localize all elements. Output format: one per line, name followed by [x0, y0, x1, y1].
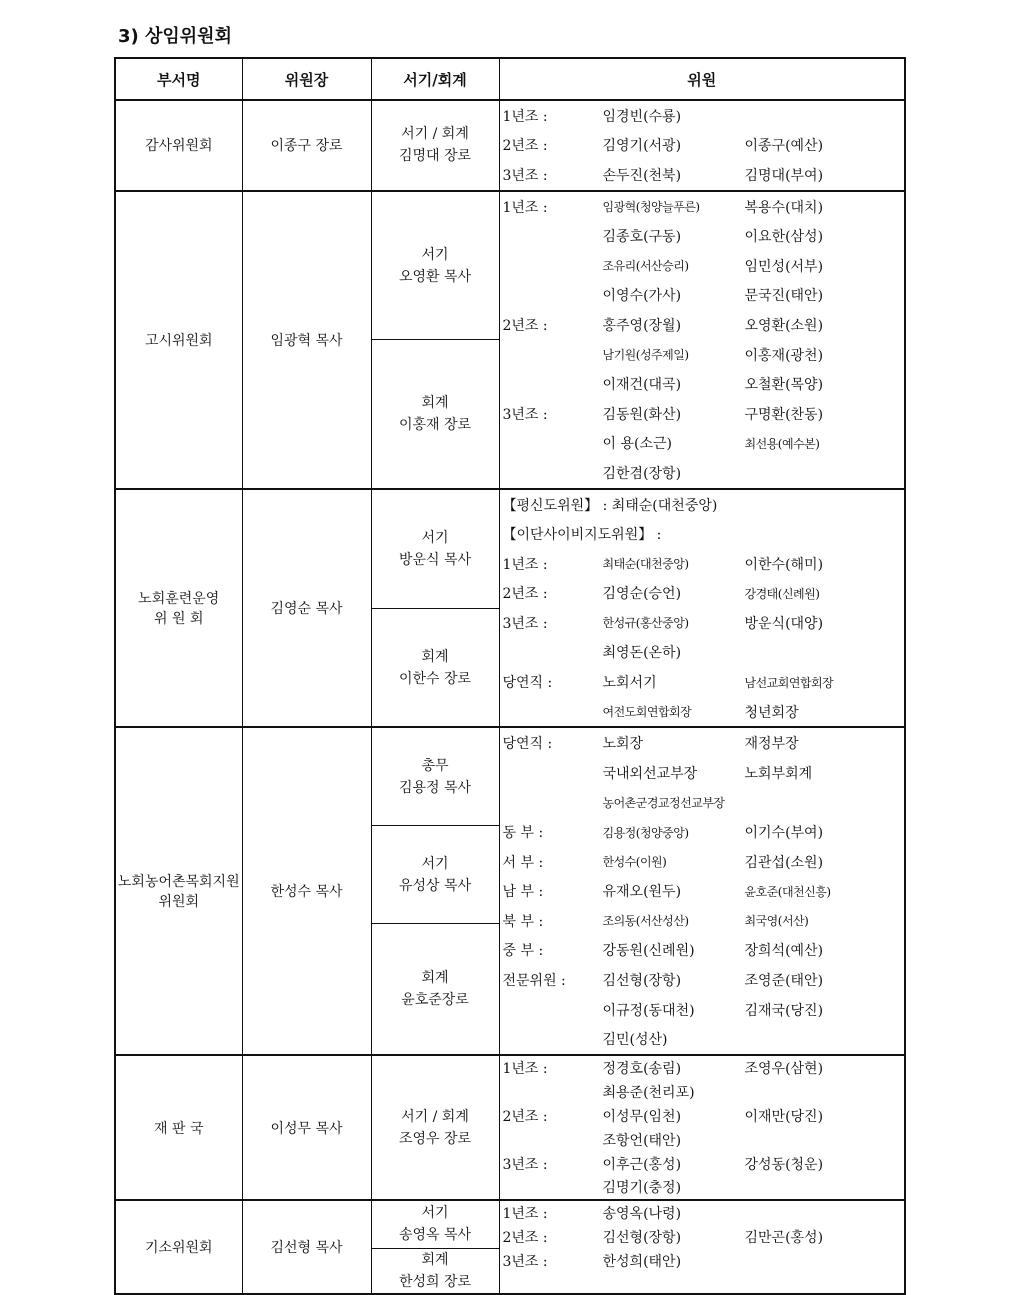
standing-committee-table [114, 57, 906, 1295]
member-line [503, 519, 905, 549]
member-name: 조유리(서산승리) [602, 259, 689, 274]
member-name: 이재건(대곡) [602, 377, 682, 394]
officer-role: 회계 [421, 648, 449, 665]
officer-name: 윤호준장로 [401, 992, 469, 1009]
officer-name: 김명대 장로 [398, 148, 472, 165]
member-line [503, 758, 905, 788]
member-name: 윤호준(대천신흥) [744, 884, 831, 899]
member-line [503, 429, 905, 459]
member-name: 이한수(해미) [744, 556, 824, 573]
member-line [503, 728, 905, 758]
member-line [503, 579, 905, 609]
committee-name [115, 191, 242, 489]
section-title: 3) 상임위원회 [118, 26, 232, 47]
member-group: 1년조 : [502, 108, 548, 125]
member-name: 김선형(장항) [602, 1230, 682, 1247]
member-name: 한성수(이원) [602, 855, 667, 870]
member-name: 정경호(송림) [602, 1060, 682, 1077]
member-name: 장희석(예산) [744, 943, 824, 960]
members-cell [499, 191, 905, 489]
officer-role: 회계 [421, 970, 449, 987]
officer-role: 서기 [421, 1205, 449, 1222]
committee-chair: 이종구 장로 [242, 100, 371, 191]
member-name: 강동원(신례원) [602, 943, 695, 960]
member-group: 2년조 : [502, 586, 548, 603]
officer-name: 이홍재 장로 [398, 416, 472, 433]
member-line [503, 399, 905, 429]
member-group: 1년조 : [502, 1060, 548, 1077]
member-group: 3년조 : [502, 1254, 548, 1271]
member-name: 국내외선교부장 [602, 765, 698, 782]
member-name: 남기원(성주제일) [602, 348, 689, 363]
member-line [503, 1152, 905, 1176]
member-name: 청년회장 [744, 704, 799, 721]
member-name: 최태순(대천중앙) [602, 557, 689, 572]
committee-name [115, 1200, 242, 1293]
member-name: 송영옥(나령) [602, 1206, 682, 1223]
committee-name-text: 노회훈련운영 [138, 591, 220, 608]
member-group: 2년조 : [502, 1108, 548, 1125]
officer-role: 서기 [421, 529, 449, 546]
member-name: 김만곤(홍성) [744, 1230, 824, 1247]
member-name: 최선용(예수본) [744, 436, 820, 451]
table-row [115, 727, 905, 825]
member-name: 조항언(태안) [602, 1132, 682, 1149]
header-chair: 위원장 [242, 58, 371, 100]
member-name: 유재오(원두) [602, 884, 682, 901]
member-name: 강경태(신례원) [744, 586, 820, 601]
officer-name: 이한수 장로 [398, 670, 472, 687]
officer-name: 유성상 목사 [398, 877, 472, 894]
officer-role: 회계 [421, 1251, 449, 1268]
member-group: 2년조 : [502, 138, 548, 155]
officer-cell [371, 826, 499, 924]
member-name: 김종호(구동) [602, 229, 682, 246]
member-name: 손두진(천북) [602, 167, 682, 184]
member-line [503, 340, 905, 370]
member-line [503, 817, 905, 847]
member-name: 임경빈(수룡) [602, 108, 682, 125]
officer-role: 서기 / 회계 [401, 126, 469, 143]
member-line [503, 1175, 905, 1199]
member-name: 이기수(부여) [744, 825, 824, 842]
member-name: 이후근(홍성) [602, 1156, 682, 1173]
member-name: 여전도회연합회장 [602, 705, 692, 720]
member-name: 조의동(서산성산) [602, 914, 689, 929]
committee-name [115, 1055, 242, 1200]
member-group: 1년조 : [502, 1206, 548, 1223]
member-line [503, 1080, 905, 1104]
member-line [503, 369, 905, 399]
officer-cell [371, 1055, 499, 1200]
member-group: 2년조 : [502, 317, 548, 334]
officer-role: 총무 [421, 757, 449, 774]
officer-name: 조영우 장로 [398, 1130, 472, 1147]
member-name: 최국영(서산) [744, 914, 809, 929]
member-line [503, 936, 905, 966]
member-name: 홍주영(장월) [602, 317, 682, 334]
table-header-row [115, 58, 905, 100]
committee-name [115, 100, 242, 191]
member-line [503, 101, 905, 131]
member-name: 조영준(태안) [744, 973, 824, 990]
member-name: 노회부회계 [744, 765, 813, 782]
officer-cell [371, 100, 499, 191]
member-group: 1년조 : [502, 199, 548, 216]
member-group: 【이단사이비지도위원】 : [502, 527, 662, 544]
member-line [503, 1249, 905, 1273]
officer-cell [371, 608, 499, 727]
member-name: 이요한(삼성) [744, 229, 824, 246]
member-line [503, 192, 905, 222]
officer-cell [371, 489, 499, 608]
member-line [503, 667, 905, 697]
officer-name: 송영옥 목사 [398, 1227, 472, 1244]
member-name: 임광혁(청양늘푸른) [602, 200, 700, 215]
member-name: 김민(성산) [602, 1032, 668, 1049]
member-line [503, 251, 905, 281]
member-name: 노회장 [602, 736, 644, 753]
member-name: 강성동(청운) [744, 1156, 824, 1173]
member-group: 중 부 : [502, 943, 544, 960]
member-line [503, 1225, 905, 1249]
member-line [503, 995, 905, 1025]
member-group: 서 부 : [502, 854, 544, 871]
member-line [503, 608, 905, 638]
officer-role: 서기 / 회계 [401, 1108, 469, 1125]
member-name: 이 용(소근) [602, 436, 672, 453]
member-name: 김관섭(소원) [744, 854, 824, 871]
committee-name-text: 감사위원회 [144, 138, 213, 155]
members-cell [499, 727, 905, 1055]
member-group: 1년조 : [502, 556, 548, 573]
header-dept: 부서명 [115, 58, 242, 100]
member-name: 농어촌군경교정선교부장 [602, 795, 725, 810]
committee-name-text: 재 판 국 [154, 1120, 204, 1137]
member-name: 한성희(태안) [602, 1254, 682, 1271]
table-row [115, 1200, 905, 1248]
member-name: 임민성(서부) [744, 258, 824, 275]
member-name: 김재국(당진) [744, 1002, 824, 1019]
member-line [503, 131, 905, 161]
table-row [115, 489, 905, 608]
officer-name: 김용정 목사 [398, 779, 472, 796]
member-name: 이홍재(광천) [744, 347, 824, 364]
member-group: 3년조 : [502, 615, 548, 632]
member-name: 김영순(승언) [602, 586, 682, 603]
member-group: 당연직 : [502, 675, 553, 692]
member-line [503, 906, 905, 936]
officer-role: 회계 [421, 394, 449, 411]
member-line [503, 160, 905, 190]
member-group: 북 부 : [502, 913, 544, 930]
member-line [503, 847, 905, 877]
member-name: 복용수(대치) [744, 199, 824, 216]
table-row [115, 100, 905, 191]
member-line [503, 1056, 905, 1080]
committee-name [115, 489, 242, 728]
member-line [503, 310, 905, 340]
member-name: 이규정(동대천) [602, 1002, 695, 1019]
member-name: 조영우(삼현) [744, 1060, 824, 1077]
member-name: 김영기(서광) [602, 138, 682, 155]
member-name: 김명대(부여) [744, 167, 824, 184]
member-line [503, 965, 905, 995]
member-name: 오철환(목양) [744, 377, 824, 394]
officer-role: 서기 [421, 855, 449, 872]
header-members: 위원 [499, 58, 905, 100]
member-line [503, 281, 905, 311]
member-line [503, 490, 905, 520]
member-line [503, 638, 905, 668]
committee-chair: 김선형 목사 [242, 1200, 371, 1293]
member-name: 최영돈(온하) [602, 645, 682, 662]
member-name: 문국진(태안) [744, 288, 824, 305]
committee-name-text: 노회농어촌목회지원위원회 [117, 874, 240, 911]
member-line [503, 697, 905, 727]
member-name: 이성무(임천) [602, 1108, 682, 1125]
member-group: 3년조 : [502, 406, 548, 423]
officer-cell [371, 727, 499, 825]
member-line [503, 1104, 905, 1128]
committee-name-text: 기소위원회 [144, 1239, 213, 1256]
member-group: 당연직 : [502, 736, 553, 753]
members-cell [499, 1200, 905, 1293]
committee-chair: 김영순 목사 [242, 489, 371, 728]
officer-cell [371, 1200, 499, 1248]
member-name: 김한겸(장항) [602, 465, 682, 482]
officer-cell [371, 1248, 499, 1294]
member-line [503, 788, 905, 818]
member-group: 남 부 : [502, 884, 544, 901]
committee-chair: 이성무 목사 [242, 1055, 371, 1200]
member-name: 김명기(충정) [602, 1180, 682, 1197]
member-group: 3년조 : [502, 1156, 548, 1173]
member-name: 김용정(청양중앙) [602, 825, 689, 840]
committee-name-text: 위 원 회 [154, 611, 204, 628]
member-line [503, 1128, 905, 1152]
member-line [503, 221, 905, 251]
member-name: 김선형(장항) [602, 973, 682, 990]
member-name: 김동원(화산) [602, 406, 682, 423]
member-name: 방운식(대양) [744, 615, 824, 632]
officer-cell [371, 924, 499, 1055]
committee-name [115, 727, 242, 1055]
member-name: 오영환(소원) [744, 317, 824, 334]
members-cell [499, 1055, 905, 1200]
member-name: 남선교회연합회장 [744, 675, 834, 690]
members-cell [499, 489, 905, 728]
member-group: 【평신도위원】 : 최태순(대천중앙) [502, 497, 718, 514]
member-name: 최용준(천리포) [602, 1084, 695, 1101]
member-name: 노회서기 [602, 675, 657, 692]
member-group: 전문위원 : [502, 973, 566, 990]
committee-chair: 한성수 목사 [242, 727, 371, 1055]
member-group: 2년조 : [502, 1230, 548, 1247]
header-clerk: 서기/회계 [371, 58, 499, 100]
member-line [503, 876, 905, 906]
committee-name-text: 고시위원회 [144, 332, 213, 349]
member-line [503, 1024, 905, 1054]
table-row [115, 1055, 905, 1200]
member-group: 동 부 : [502, 825, 544, 842]
member-name: 이영수(가사) [602, 288, 682, 305]
officer-name: 방운식 목사 [398, 551, 472, 568]
member-name: 이재만(당진) [744, 1108, 824, 1125]
member-name: 이종구(예산) [744, 138, 824, 155]
officer-cell [371, 191, 499, 340]
officer-role: 서기 [421, 246, 449, 263]
member-group: 3년조 : [502, 167, 548, 184]
member-name: 재정부장 [744, 736, 799, 753]
member-name: 구명환(찬동) [744, 406, 824, 423]
officer-cell [371, 340, 499, 489]
officer-name: 한성희 장로 [398, 1273, 472, 1290]
table-row [115, 191, 905, 340]
committee-chair: 임광혁 목사 [242, 191, 371, 489]
members-cell [499, 100, 905, 191]
officer-name: 오영환 목사 [398, 268, 472, 285]
member-line [503, 458, 905, 488]
member-line [503, 1201, 905, 1225]
member-line [503, 549, 905, 579]
member-name: 한성규(홍산중앙) [602, 616, 689, 631]
